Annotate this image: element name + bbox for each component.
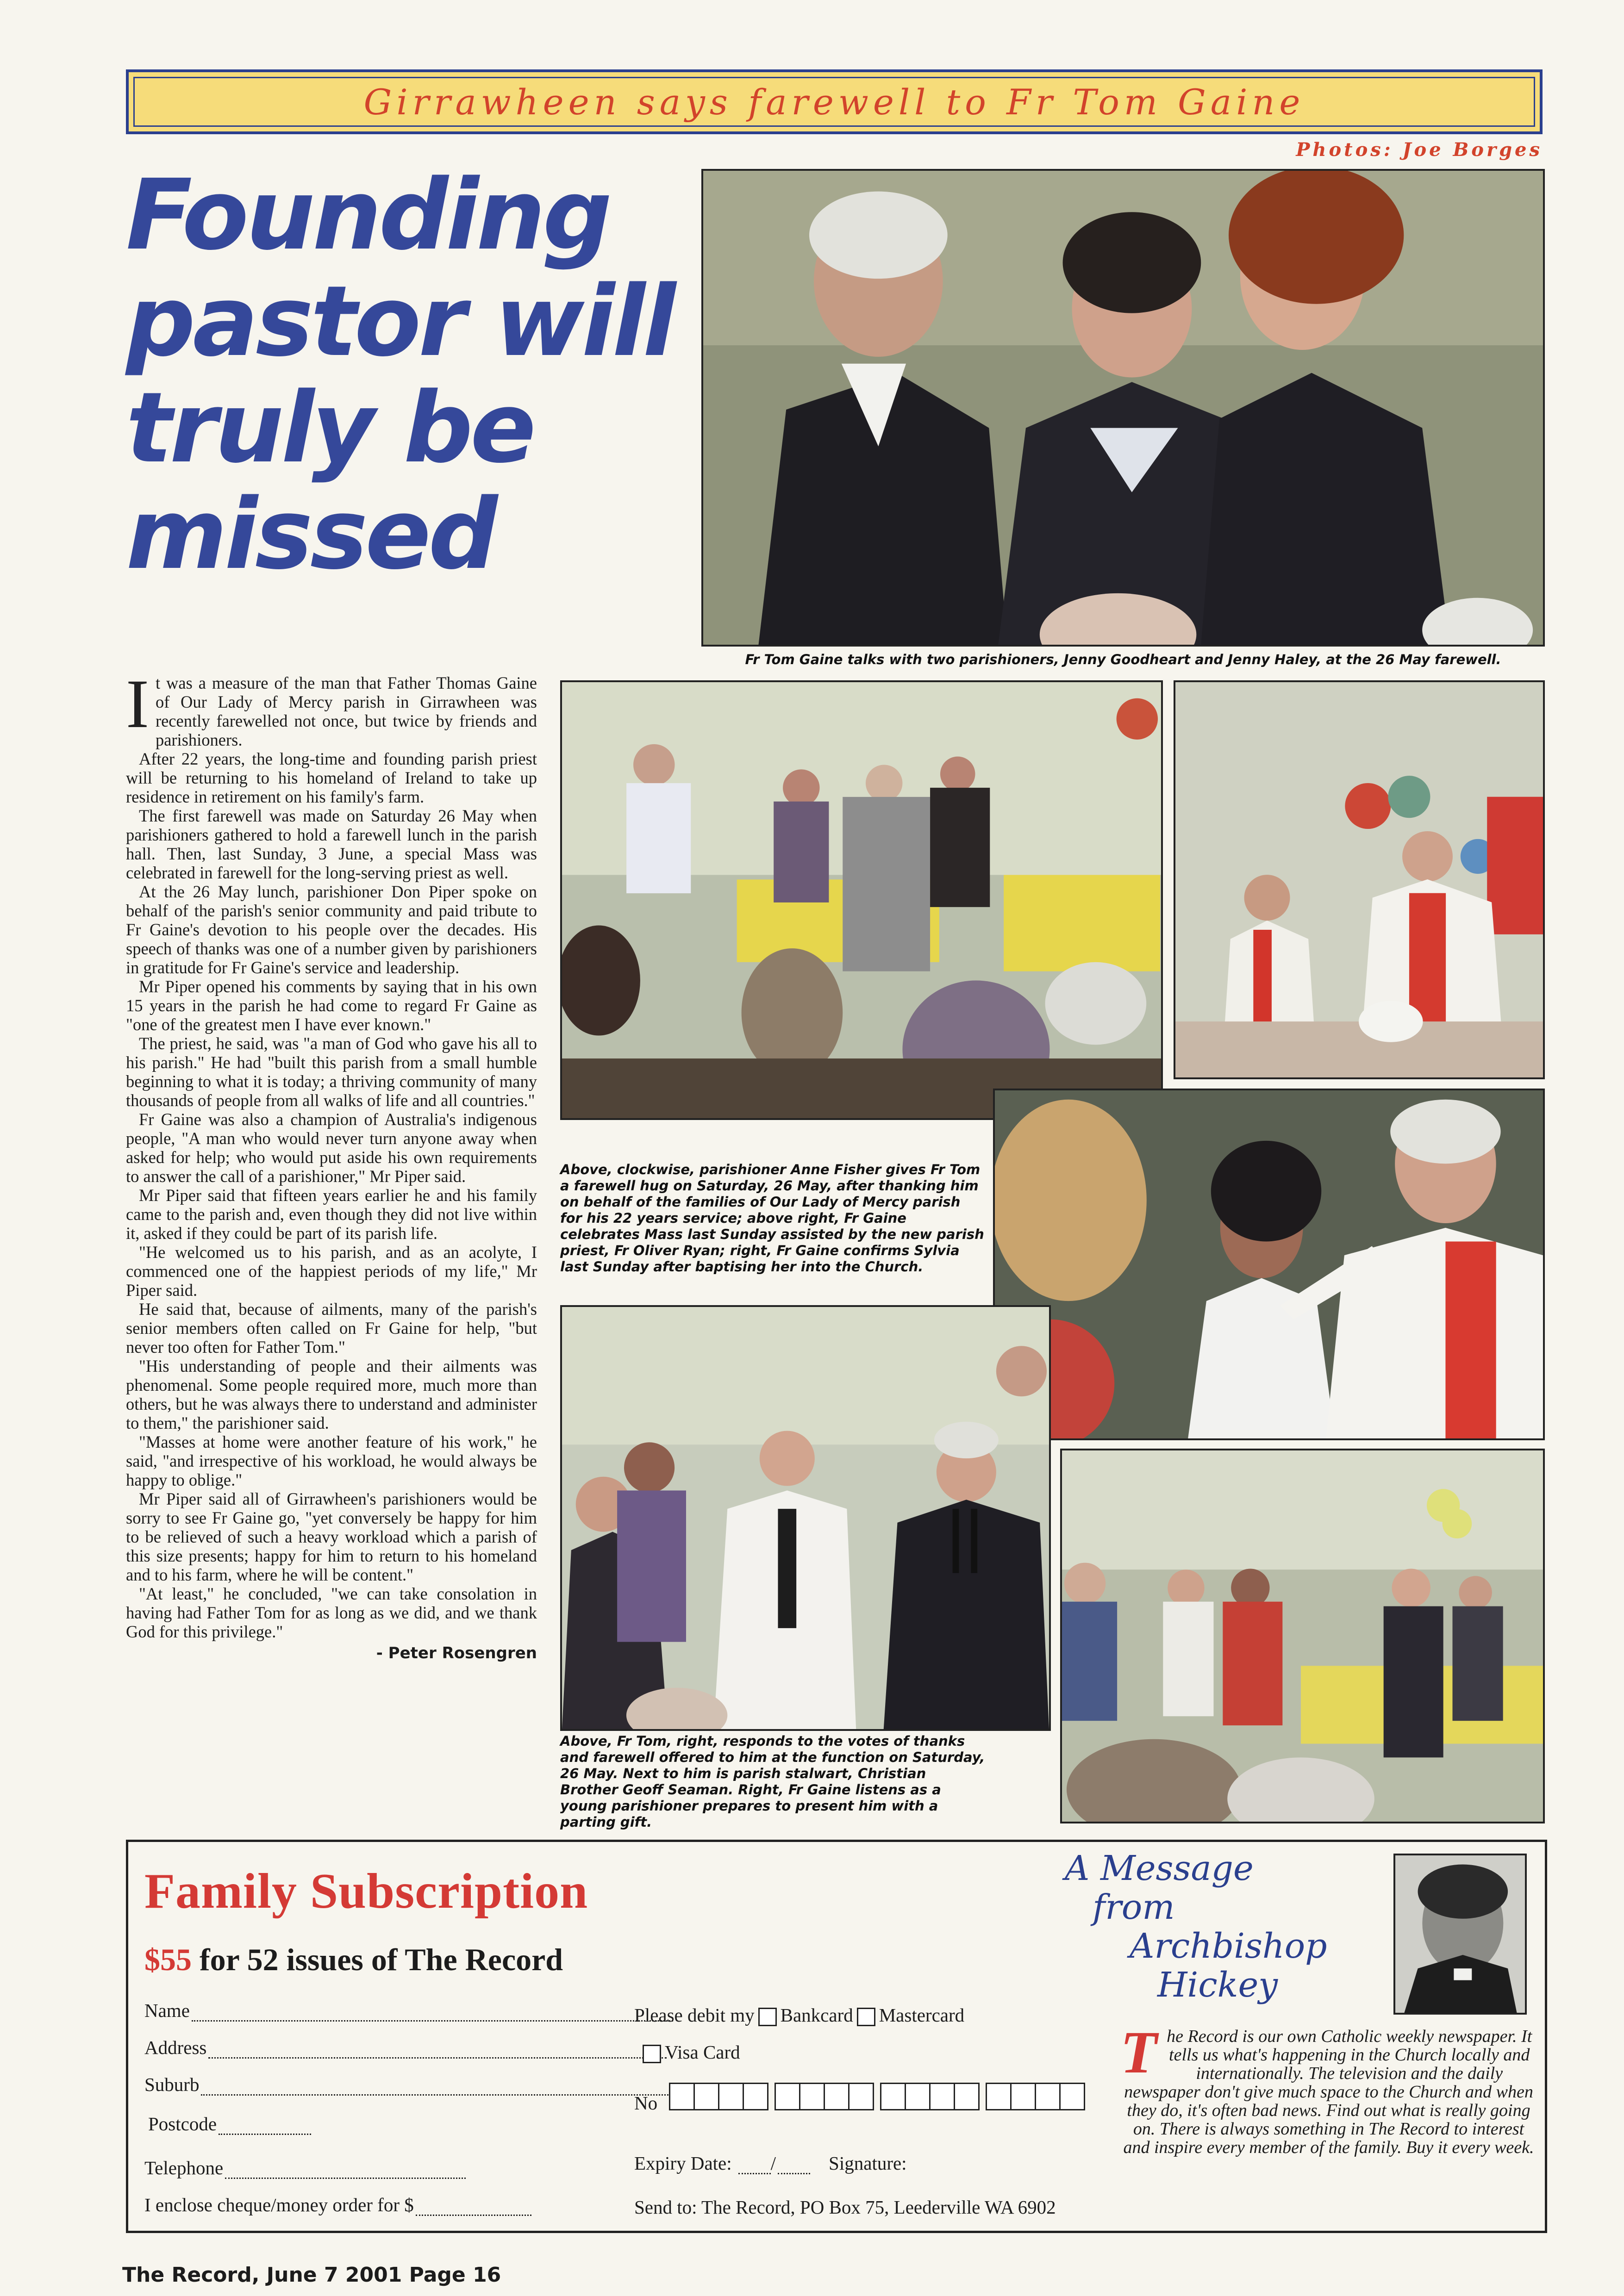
card-cell-group[interactable] xyxy=(880,2083,978,2110)
message-text xyxy=(1120,2019,1537,2157)
suburb-field[interactable] xyxy=(144,2073,668,2096)
bankcard-label: Bankcard xyxy=(780,2004,853,2026)
article-paragraph: At the 26 May lunch, parishioner Don Piper spoke on behalf of the parish's senior community and paid tribute to Fr Gaine's devotion to his people over the decades. His speech of thanks was one of a number given by parishioners in gratitude for Fr Gaine's service and leadership. xyxy=(126,882,537,977)
message-body: he Record is our own Catholic weekly newspaper. It tells us what's happening in the Church locally and internationally. The television and the daily newspaper don't give much space to the Church and when they do, it's often bad news. Find out what is really going on. There is always something in The Record to interest and inspire every member of the family. Buy it every week. xyxy=(1123,2027,1534,2157)
card-cell[interactable] xyxy=(743,2083,768,2110)
expiry-month-line[interactable] xyxy=(738,2157,771,2174)
address-label: Address xyxy=(144,2037,207,2058)
article-paragraph: "He welcomed us to his parish, and as an acolyte, I commenced one of the happiest periods of my life," Mr Piper said. xyxy=(126,1243,537,1300)
card-cell[interactable] xyxy=(775,2083,800,2110)
card-cell-group[interactable] xyxy=(986,2083,1084,2110)
paragraph-text: t was a measure of the man that Father Thomas Gaine of Our Lady of Mercy parish in Girrawheen was recently farewelled not once, but twice by friends and parishioners. xyxy=(155,673,537,749)
card-cell[interactable] xyxy=(929,2083,955,2110)
message-dropcap: T xyxy=(1120,2019,1157,2086)
message-title-line: from xyxy=(1093,1887,1175,1927)
subscription-title: Family Subscription xyxy=(144,1864,588,1919)
send-to-text: Send to: The Record, PO Box 75, Leederville WA 6902 xyxy=(634,2196,1056,2218)
card-cell[interactable] xyxy=(905,2083,931,2110)
article-paragraph: Mr Piper said all of Girrawheen's parishioners would be sorry to see Fr Gaine go, "yet conversely be happy for him to be relieved of such a heavy workload which a parish of this size presents; happy for him to return to his homeland and to his farm, where he will be content." xyxy=(126,1489,537,1584)
telephone-label: Telephone xyxy=(144,2157,224,2178)
archbishop-portrait xyxy=(1393,1854,1527,2015)
headline-line: Founding xyxy=(126,158,610,272)
photo-farewell-hug xyxy=(560,680,1163,1120)
postcode-label: Postcode xyxy=(148,2113,217,2134)
photo-speech xyxy=(560,1305,1051,1731)
signature-label: Signature: xyxy=(829,2153,907,2174)
message-title-line: A Message xyxy=(1065,1848,1254,1888)
photo-parting-gift xyxy=(1060,1449,1545,1823)
caption-middle: Above, clockwise, parishioner Anne Fisher gives Fr Tom a farewell hug on Saturday, 26 May, after thanking him on behalf of the families of Our Lady of Mercy parish for his 22 years service; above right, Fr Gaine celebrates Mass last Sunday assisted by the new parish priest, Fr Oliver Ryan; right, Fr Gaine confirms Sylvia last Sunday after baptising her into the Church. xyxy=(560,1162,984,1275)
article-paragraph: "Masses at home were another feature of his work," he said, "and irrespective of his workload, he would always be happy to oblige." xyxy=(126,1432,537,1489)
visa-label: Visa Card xyxy=(665,2041,740,2063)
subscription-price xyxy=(144,1941,563,1978)
card-cell[interactable] xyxy=(669,2083,695,2110)
name-label: Name xyxy=(144,2000,190,2021)
expiry-field[interactable] xyxy=(634,2152,907,2174)
article-body xyxy=(126,666,537,1663)
price-text: for 52 issues of The Record xyxy=(200,1942,563,1977)
debit-label: Please debit my xyxy=(634,2004,755,2026)
article-paragraph: Mr Piper opened his comments by saying that in his own 15 years in the parish he had come to regard Fr Gaine as "one of the greatest men I have ever known." xyxy=(126,977,537,1034)
suburb-label: Suburb xyxy=(144,2074,200,2095)
card-cell-group[interactable] xyxy=(775,2083,873,2110)
article-paragraph: Mr Piper said that fifteen years earlier he and his family came to the parish and, even though they did not live within it, asked if they could be part of its parish life. xyxy=(126,1186,537,1243)
section-banner xyxy=(126,69,1543,134)
card-cell[interactable] xyxy=(718,2083,744,2110)
article-paragraph: The first farewell was made on Saturday 26 May when parishioners gathered to hold a farewell lunch in the parish hall. Then, last Sunday, 3 June, a special Mass was celebrated in farewell for the long-serving priest as well. xyxy=(126,806,537,882)
card-number-cells[interactable] xyxy=(669,2083,1084,2110)
article-paragraph: "At least," he concluded, "we can take consolation in having had Father Tom for as long as we did, and we thank God for this privilege." xyxy=(126,1584,537,1641)
byline: - Peter Rosengren xyxy=(376,1644,537,1662)
photo-farewell-parishioners xyxy=(701,169,1545,647)
card-cell[interactable] xyxy=(1035,2083,1061,2110)
caption-bottom: Above, Fr Tom, right, responds to the votes of thanks and farewell offered to him at the function on Saturday, 26 May. Next to him is parish stalwart, Christian Brother Geoff Seaman. Right, Fr Gaine listens as a young parishioner prepares to present him with a parting gift. xyxy=(560,1733,985,1830)
debit-options xyxy=(634,2004,964,2026)
article-paragraph xyxy=(126,666,537,749)
banner-title: Girrawheen says farewell to Fr Tom Gaine xyxy=(363,81,1305,123)
card-number-label: No xyxy=(634,2092,658,2114)
card-cell[interactable] xyxy=(848,2083,874,2110)
address-field[interactable] xyxy=(144,2036,667,2059)
message-title xyxy=(1065,1849,1352,2004)
photo-confirmation xyxy=(993,1089,1545,1440)
article-paragraph: He said that, because of ailments, many of the parish's senior members often called on Fr Gaine for help, "but never too often for Father Tom." xyxy=(126,1300,537,1356)
article-dropcap: I xyxy=(126,666,149,742)
postcode-field[interactable] xyxy=(148,2113,311,2135)
card-cell[interactable] xyxy=(954,2083,980,2110)
card-cell[interactable] xyxy=(1010,2083,1036,2110)
cheque-label: I enclose cheque/money order for $ xyxy=(144,2194,414,2215)
send-to-address xyxy=(634,2196,1056,2218)
price-amount: $55 xyxy=(144,1942,192,1977)
expiry-year-line[interactable] xyxy=(778,2157,810,2174)
caption-top: Fr Tom Gaine talks with two parishioners, Jenny Goodheart and Jenny Haley, at the 26 May farewell. xyxy=(745,652,1501,667)
card-cell[interactable] xyxy=(693,2083,719,2110)
photo-mass-celebration xyxy=(1174,680,1545,1079)
article-paragraph: The priest, he said, was "a man of God who gave his all to his parish." He had "built this parish from a small humble beginning to what it is today; a thriving community of many thousands of people from all walks of life and all countries." xyxy=(126,1034,537,1110)
bankcard-checkbox[interactable] xyxy=(758,2008,777,2026)
photo-credit: Photos: Joe Borges xyxy=(1296,139,1543,161)
telephone-field[interactable] xyxy=(144,2157,466,2179)
card-cell[interactable] xyxy=(824,2083,849,2110)
headline xyxy=(126,158,681,591)
telephone-line[interactable] xyxy=(225,2162,466,2179)
card-cell[interactable] xyxy=(799,2083,825,2110)
card-cell[interactable] xyxy=(986,2083,1012,2110)
address-line[interactable] xyxy=(208,2041,667,2059)
page-footer: The Record, June 7 2001 Page 16 xyxy=(122,2263,501,2287)
visa-option xyxy=(634,2041,740,2063)
card-cell-group[interactable] xyxy=(669,2083,767,2110)
article-paragraph: Fr Gaine was also a champion of Australia's indigenous people, "A man who would never turn anyone away when asked for help; who would put aside his own requirements to answer the call of a parishioner," Mr Piper said. xyxy=(126,1110,537,1186)
headline-line: truly be xyxy=(126,371,534,485)
visa-checkbox[interactable] xyxy=(643,2045,661,2063)
mastercard-checkbox[interactable] xyxy=(857,2008,875,2026)
name-field[interactable] xyxy=(144,1999,673,2022)
article-paragraph: After 22 years, the long-time and founding parish priest will be returning to his homeland of Ireland to take up residence in retirement on his family's farm. xyxy=(126,749,537,806)
cheque-line[interactable] xyxy=(416,2199,531,2216)
expiry-separator: / xyxy=(770,2153,776,2174)
cheque-field[interactable] xyxy=(144,2194,531,2216)
headline-line: pastor will xyxy=(126,265,674,378)
mastercard-label: Mastercard xyxy=(879,2004,965,2026)
card-cell[interactable] xyxy=(880,2083,906,2110)
suburb-line[interactable] xyxy=(201,2078,668,2096)
message-title-line: Archbishop xyxy=(1130,1926,1327,1966)
article-paragraph: "His understanding of people and their ailments was phenomenal. Some people required more, much more than others, but he was always there to understand and administer to them," the parishioner said. xyxy=(126,1356,537,1432)
card-number-label-wrap xyxy=(634,2092,657,2114)
message-title-line: Hickey xyxy=(1157,1965,1278,2005)
postcode-line[interactable] xyxy=(219,2118,311,2135)
headline-line: missed xyxy=(126,478,495,591)
expiry-label: Expiry Date: xyxy=(634,2153,732,2174)
name-line[interactable] xyxy=(192,2004,673,2022)
card-cell[interactable] xyxy=(1059,2083,1085,2110)
